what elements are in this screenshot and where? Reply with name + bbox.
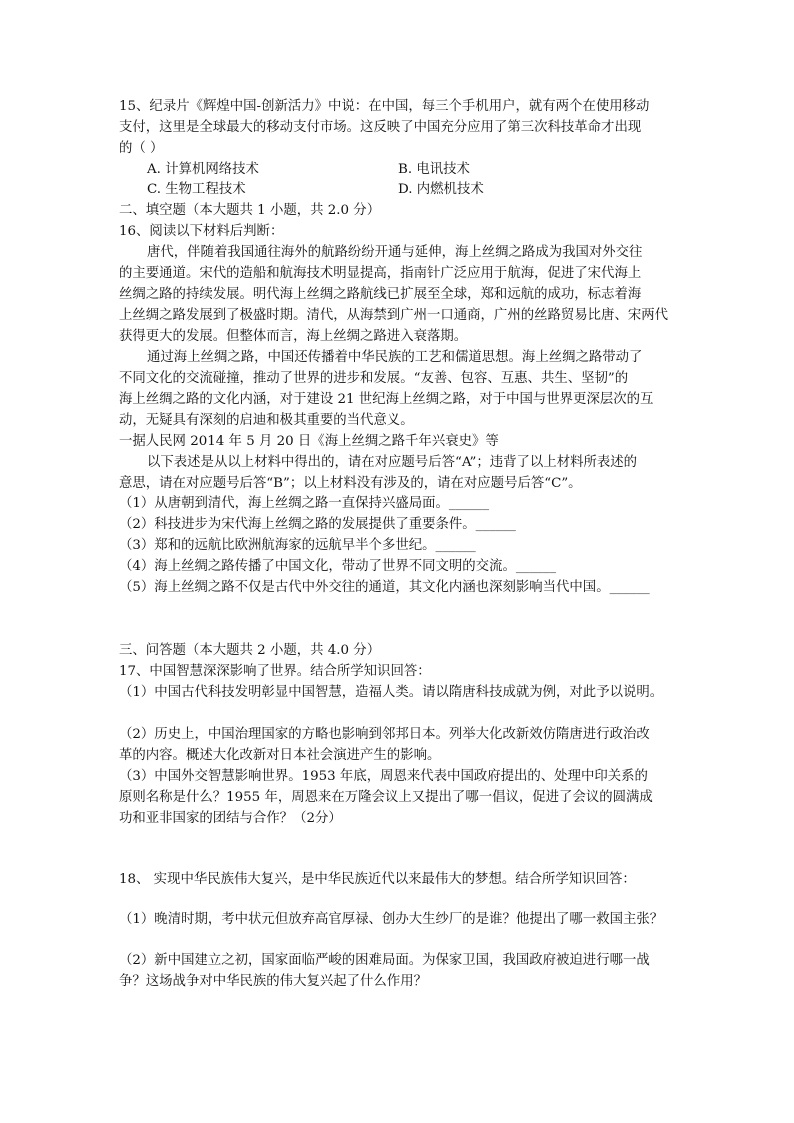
q16-p1-line-1: 唐代，伴随着我国通往海外的航路纷纷开通与延伸，海上丝绸之路成为我国对外交往	[147, 245, 643, 260]
q16-item-1: （1）从唐朝到清代，海上丝绸之路一直保持兴盛局面。______	[119, 496, 490, 511]
q16-p1-line-3: 丝绸之路的持续发展。明代海上丝绸之路航线已扩展至全球，郑和远航的成功，标志着海	[119, 287, 642, 302]
q16-p2-line-4: 动，无疑具有深刻的启迪和极其重要的当代意义。	[119, 413, 414, 428]
q15-option-d: D. 内燃机技术	[398, 182, 484, 197]
q15-line-2: 支付，这里是全球最大的移动支付市场。这反映了中国充分应用了第三次科技革命才出现	[119, 120, 642, 135]
q18-sub1: （1）晚清时期，考中状元但放弃高官厚禄、创办大生纱厂的是谁？他提出了哪一救国主张？	[119, 912, 664, 927]
q18-sub2-line-2: 争？这场战争对中华民族的伟大复兴起了什么作用？	[119, 974, 427, 989]
q16-instruction-2: 意思，请在对应题号后答“B”；以上材料没有涉及的，请在对应题号后答“C”。	[119, 476, 582, 491]
q17-sub3-line-2: 原则名称是什么？1955 年，周恩来在万隆会议上又提出了哪一倡议，促进了会议的圆满成	[119, 790, 653, 805]
q16-p1-line-5: 获得更大的发展。但整体而言，海上丝绸之路进入衰落期。	[119, 329, 468, 344]
q17-sub3-line-3: 功和亚非国家的团结与合作？（2分）	[119, 811, 342, 826]
q16-p1-line-2: 的主要通道。宋代的造船和航海技术明显提高，指南针广泛应用于航海，促进了宋代海上	[119, 266, 642, 281]
q17-sub1: （1）中国古代科技发明彰显中国智慧，造福人类。请以隋唐科技成就为例，对此予以说明。	[119, 685, 664, 700]
q16-item-4: （4）海上丝绸之路传播了中国文化，带动了世界不同文明的交流。______	[119, 559, 557, 574]
q16-intro: 16、阅读以下材料后判断：	[119, 224, 284, 239]
q16-p2-line-2: 不同文化的交流碰撞，推动了世界的进步和发展。“友善、包容、互惠、共生、坚韧”的	[119, 371, 629, 386]
q15-option-a: A. 计算机网络技术	[147, 162, 259, 177]
q16-p2-line-1: 通过海上丝绸之路，中国还传播着中华民族的工艺和儒道思想。海上丝绸之路带动了	[147, 350, 643, 365]
q18-intro: 18、 实现中华民族伟大复兴，是中华民族近代以来最伟大的梦想。结合所学知识回答：	[119, 872, 636, 887]
q16-instruction-1: 以下表述是从以上材料中得出的，请在对应题号后答“A”；违背了以上材料所表述的	[147, 455, 638, 470]
q16-p1-line-4: 上丝绸之路发展到了极盛时期。清代，从海禁到广州一口通商，广州的丝路贸易比唐、宋两代	[119, 308, 669, 323]
q16-item-5: （5）海上丝绸之路不仅是古代中外交往的通道，其文化内涵也深刻影响当代中国。______	[119, 580, 650, 595]
section3-title: 三、问答题（本大题共 2 小题，共 4.0 分）	[119, 643, 381, 658]
q16-item-3: （3）郑和的远航比欧洲航海家的远航早半个多世纪。______	[119, 538, 476, 553]
q17-sub3-line-1: （3）中国外交智慧影响世界。1953 年底，周恩来代表中国政府提出的、处理中印关系的	[119, 769, 648, 784]
q17-intro: 17、中国智慧深深影响了世界。结合所学知识回答：	[119, 664, 431, 679]
q15-line-1: 15、纪录片《辉煌中国-创新活力》中说：在中国，每三个手机用户，就有两个在使用移动	[119, 99, 650, 114]
section2-title: 二、填空题（本大题共 1 小题，共 2.0 分）	[119, 203, 381, 218]
q15-line-3: 的（ ）	[119, 141, 164, 156]
q15-option-b: B. 电讯技术	[398, 162, 470, 177]
q16-source: 一据人民网 2014 年 5 月 20 日《海上丝绸之路千年兴衰史》等	[119, 434, 499, 449]
q16-p2-line-3: 海上丝绸之路的文化内涵，对于建设 21 世纪海上丝绸之路，对于中国与世界更深层次的互	[119, 392, 654, 407]
q17-sub2-line-1: （2）历史上，中国治理国家的方略也影响到邻邦日本。列举大化改新效仿隋唐进行政治改	[119, 727, 650, 742]
q17-sub2-line-2: 革的内容。概述大化改新对日本社会演进产生的影响。	[119, 748, 441, 763]
q18-sub2-line-1: （2）新中国建立之初，国家面临严峻的困难局面。为保家卫国，我国政府被迫进行哪一战	[119, 953, 650, 968]
q15-option-c: C. 生物工程技术	[147, 182, 246, 197]
q16-item-2: （2）科技进步为宋代海上丝绸之路的发展提供了重要条件。______	[119, 517, 516, 532]
